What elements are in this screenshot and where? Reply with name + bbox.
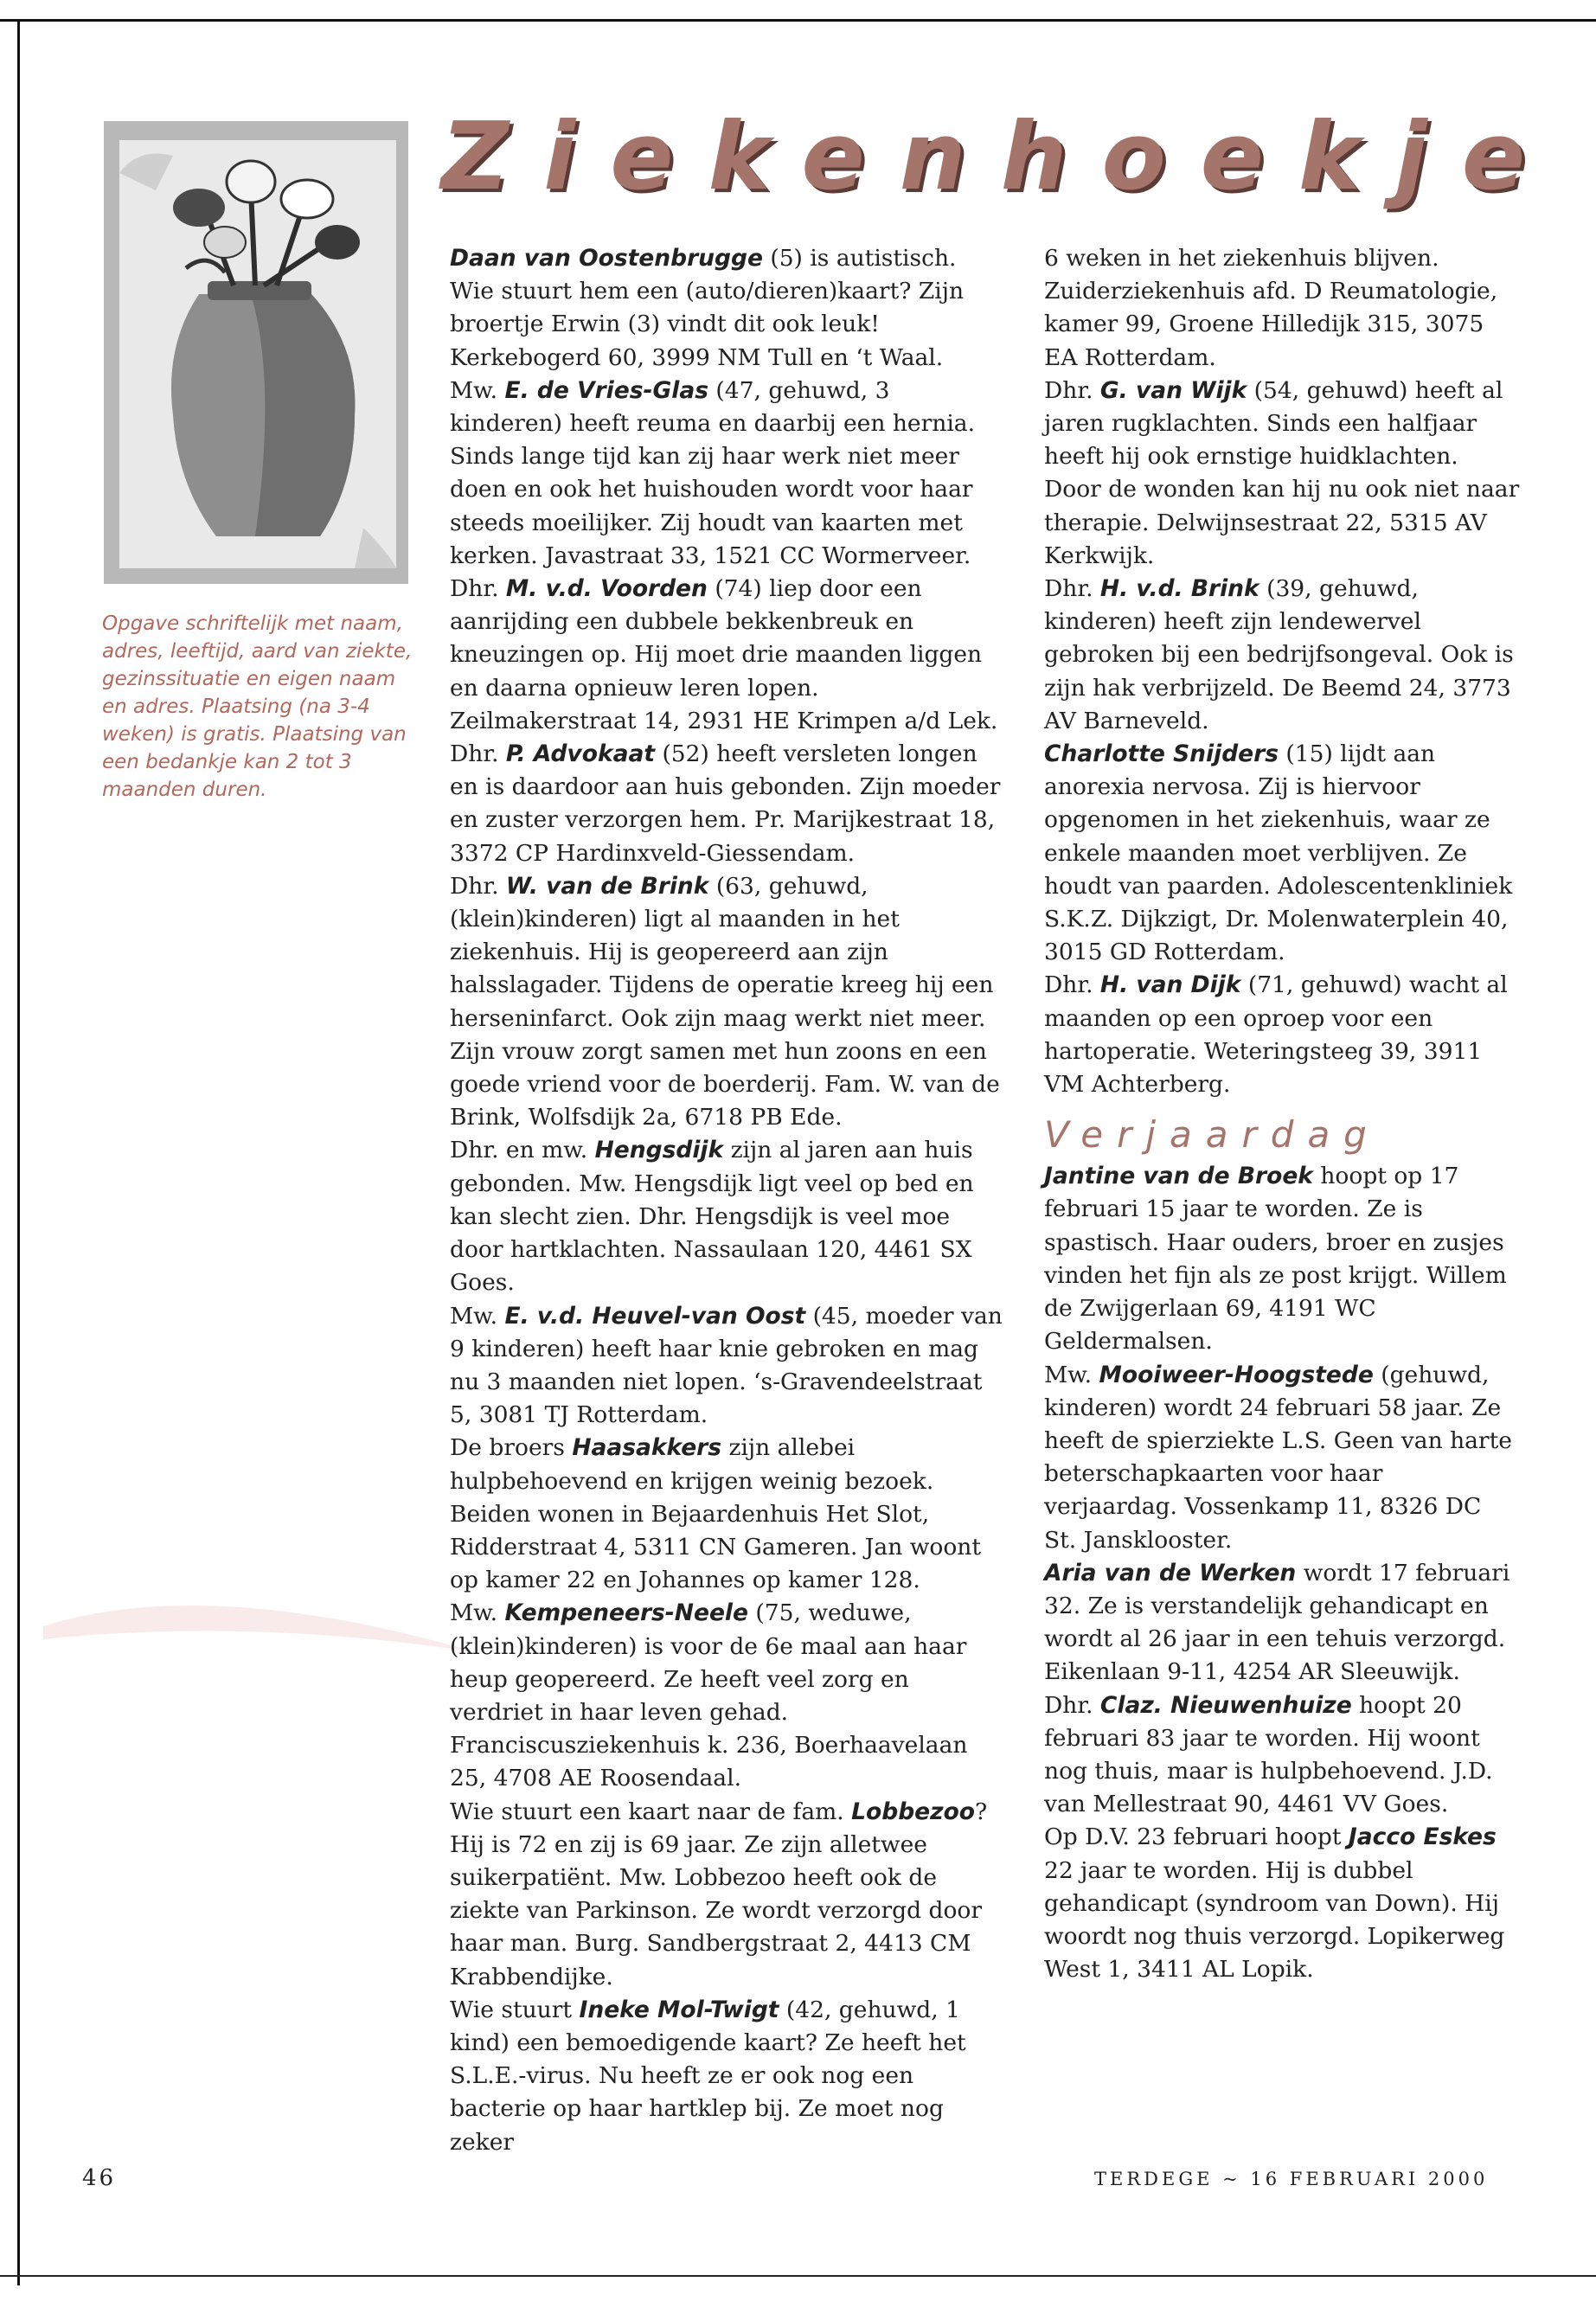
entry: Dhr. W. van de Brink (63, gehuwd, (klein)kinderen) ligt al maanden in het ziekenhuis. Hij is geopereerd aan zijn halsslagader. Tijdens de operatie kreeg hij een herseninfarct. Ook zijn maag werkt niet meer. Zijn vrouw zorgt samen met hun zoons en een goede vriend voor de boerderij. Fam. W. van de Brink, Wolfsdijk 2a, 6718 PB Ede. — [450, 872, 1000, 1131]
top-border — [0, 19, 1596, 22]
entry: Daan van Oostenbrugge (5) is autistisch. Wie stuurt hem een (auto/dieren)kaart? Zijn broertje Erwin (3) vindt dit ook leuk! Kerkebogerd 60, 3999 NM Tull en ‘t Waal. — [450, 245, 965, 371]
entry: Mw. E. v.d. Heuvel-van Oost (45, moeder van 9 kinderen) heeft haar knie gebroken en mag nu 3 maanden niet lopen. ‘s-Gravendeelstraat 5, 3081 TJ Rotterdam. — [450, 1302, 1003, 1429]
column-right — [1044, 242, 1520, 1986]
entry: Mw. E. de Vries-Glas (47, gehuwd, 3 kinderen) heeft reuma en daarbij een hernia. Sinds lange tijd kan zij haar werk niet meer doen en ook het huishouden wordt voor haar steeds moeilijker. Zij houdt van kaarten met kerken. Javastraat 33, 1521 CC Wormerveer. — [450, 376, 976, 569]
entry: Wie stuurt een kaart naar de fam. Lobbezoo? Hij is 72 en zij is 69 jaar. Ze zijn alletwee suikerpatiënt. Mw. Lobbezoo heeft ook de ziekte van Parkinson. Ze wordt verzorgd door haar man. Burg. Sandbergstraat 2, 4413 CM Krabbendijke. — [450, 1798, 988, 1990]
birthday-entry: Op D.V. 23 februari hoopt Jacco Eskes 22 jaar te worden. Hij is dubbel gehandicapt (syndroom van Down). Hij woordt nog thuis verzorgd. Lopikerweg West 1, 3411 AL Lopik. — [1044, 1823, 1505, 1984]
entry: Dhr. G. van Wijk (54, gehuwd) heeft al jaren rugklachten. Sinds een halfjaar heeft hij ook ernstige huidklachten. Door de wonden kan hij nu ook niet naar therapie. Delwijnsestraat 22, 5315 AV Kerkwijk. — [1044, 376, 1520, 569]
bottom-border — [0, 2275, 1596, 2277]
footer-publication: TERDEGE ~ 16 FEBRUARI 2000 — [1094, 2169, 1489, 2189]
entry: Dhr. H. v.d. Brink (39, gehuwd, kinderen) heeft zijn lendewervel gebroken bij een bedrijfsongeval. Ook is zijn hak verbrijzeld. De Beemd 24, 3773 AV Barneveld. — [1044, 575, 1514, 734]
entry: Mw. Kempeneers-Neele (75, weduwe, (klein)kinderen) is voor de 6e maal aan haar heup geopereerd. Ze heeft veel zorg en verdriet in haar leven gehad. Franciscusziekenhuis k. 236, Boerhaavelaan 25, 4708 AE Roosendaal. — [450, 1599, 968, 1792]
entry: Wie stuurt Ineke Mol-Twigt (42, gehuwd, 1 kind) een bemoedigende kaart? Ze heeft het S.L.E.-virus. Nu heeft ze er ook nog een bacterie op haar hartklep bij. Ze moet nog zeker — [450, 1996, 966, 2156]
vase-with-flowers-illustration — [104, 121, 408, 584]
page-title: Ziekenhoekje — [441, 103, 1561, 211]
entry: 6 weken in het ziekenhuis blijven. Zuiderziekenhuis afd. D Reumatologie, kamer 99, Groene Hilledijk 315, 3075 EA Rotterdam. — [1044, 245, 1498, 371]
page-number: 46 — [82, 2165, 117, 2191]
entry: De broers Haasakkers zijn allebei hulpbehoevend en krijgen weinig bezoek. Beiden wonen in Bejaardenhuis Het Slot, Ridderstraat 4, 5311 CN Gameren. Jan woont op kamer 22 en Johannes op kamer 128. — [450, 1434, 982, 1594]
entry: Dhr. M. v.d. Voorden (74) liep door een aanrijding een dubbele bekkenbreuk en kneuzingen op. Hij moet drie maanden liggen en daarna opnieuw leren lopen. Zeilmakerstraat 14, 2931 HE Krimpen a/d Lek. — [450, 575, 998, 734]
birthday-entry: Dhr. Claz. Nieuwenhuize hoopt 20 februari 83 jaar te worden. Hij woont nog thuis, maar is hulpbehoevend. J.D. van Mellestraat 90, 4461 VV Goes. — [1044, 1691, 1493, 1818]
entry: Dhr. H. van Dijk (71, gehuwd) wacht al maanden op een oproep voor een hartoperatie. Weteringsteeg 39, 3911 VM Achterberg. — [1044, 971, 1508, 1099]
birthday-entry: Mw. Mooiweer-Hoogstede (gehuwd, kinderen) wordt 24 februari 58 jaar. Ze heeft de spierziekte L.S. Geen van harte beterschapkaarten voor haar verjaardag. Vossenkamp 11, 8326 DC St. Jansklooster. — [1044, 1361, 1512, 1554]
birthday-heading: Verjaardag — [1044, 1113, 1381, 1157]
decorative-swoosh — [35, 1522, 484, 1695]
entry: Charlotte Snijders (15) lijdt aan anorexia nervosa. Zij is hiervoor opgenomen in het ziekenhuis, waar ze enkele maanden moet verblijven. Ze houdt van paarden. Adolescentenkliniek S.K.Z. Dijkzigt, Dr. Molenwaterplein 40, 3015 GD Rotterdam. — [1044, 740, 1513, 966]
birthday-entry: Aria van de Werken wordt 17 februari 32. Ze is verstandelijk gehandicapt en wordt al 26 jaar in een tehuis verzorgd. Eikenlaan 9-11, 4254 AR Sleeuwijk. — [1044, 1559, 1510, 1686]
left-border — [17, 19, 20, 2285]
entry: Dhr. P. Advokaat (52) heeft versleten longen en is daardoor aan huis gebonden. Zijn moeder en zuster verzorgen hem. Pr. Marijkestraat 18, 3372 CP Hardinxveld-Giessendam. — [450, 740, 1001, 867]
column-left — [450, 242, 1003, 2159]
entry: Dhr. en mw. Hengsdijk zijn al jaren aan huis gebonden. Mw. Hengsdijk ligt veel op bed en kan slecht zien. Dhr. Hengsdijk is veel moe door hartklachten. Nassaulaan 120, 4461 SX Goes. — [450, 1137, 974, 1297]
submission-caption: Opgave schriftelijk met naam, adres, leeftijd, aard van ziekte, gezinssituatie en eigen naam en adres. Plaatsing (na 3-4 weken) is gratis. Plaatsing van een bedankje kan 2 tot 3 maanden duren. — [102, 612, 413, 801]
birthday-entry: Jantine van de Broek hoopt op 17 februari 15 jaar te worden. Ze is spastisch. Haar ouders, broer en zusjes vinden het fijn als ze post krijgt. Willem de Zwijgerlaan 69, 4191 WC Geldermalsen. — [1044, 1163, 1507, 1356]
